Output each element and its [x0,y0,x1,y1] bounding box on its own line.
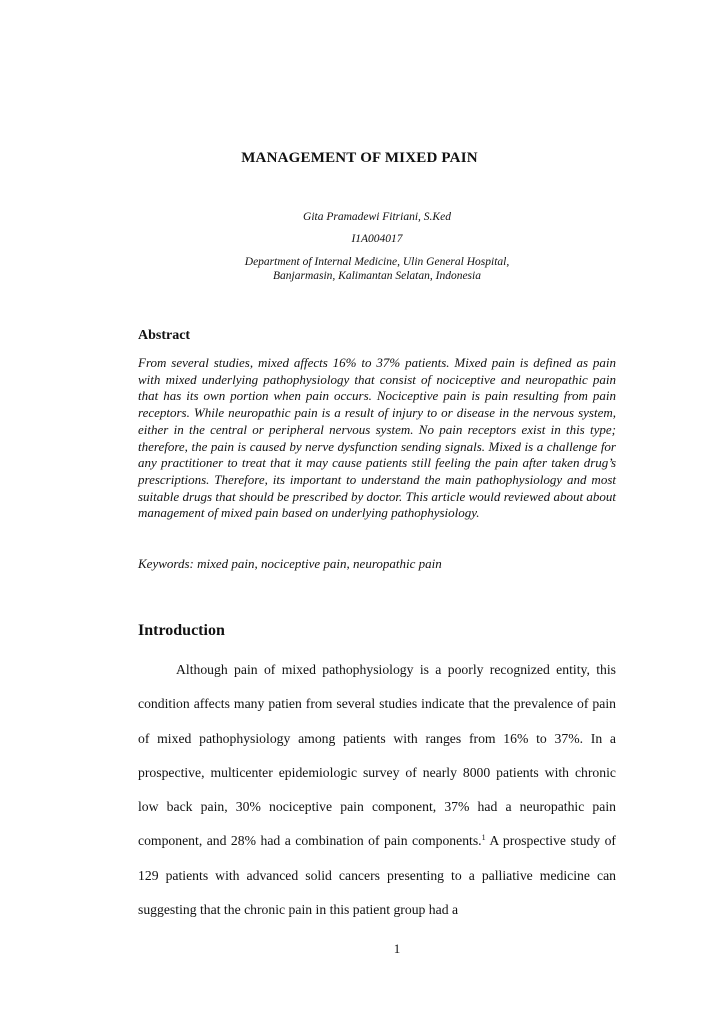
affiliation-line-1: Department of Internal Medicine, Ulin General Hospital, [244,256,510,268]
page-number: 1 [393,941,401,956]
student-id: I1A004017 [351,233,403,245]
introduction-text-part-2: A prospective study of 129 patients with advanced solid cancers presenting to a palliative medicine can suggesting that the chronic pain in this patient group had a [138,833,616,918]
author-name: Gita Pramadewi Fitriani, S.Ked [303,211,451,223]
introduction-paragraph [138,653,616,927]
citation-marker: 1 [481,833,486,843]
paper-title: MANAGEMENT OF MIXED PAIN [241,150,478,166]
introduction-text-part-1: Although pain of mixed pathophysiology is a poorly recognized entity, this condition affects many patien from several studies indicate that the prevalence of pain of mixed pathophysiology among patients with ranges from 16% to 37%. In a prospective, multicenter epidemiologic survey of nearly 8000 patients with chronic low back pain, 30% nociceptive pain component, 37% had a neuropathic pain component, and 28% had a combination of pain components. [138,662,616,849]
keywords: Keywords: mixed pain, nociceptive pain, neuropathic pain [138,556,442,571]
abstract-heading: Abstract [138,328,191,343]
introduction-heading: Introduction [138,622,225,639]
abstract-text: From several studies, mixed affects 16% to 37% patients. Mixed pain is defined as pain with mixed underlying pathophysiology that consist of nociceptive and neuropathic pain that has its own portion when pain occurs. Nociceptive pain is pain resulting from pain receptors. While neuropathic pain is a result of injury to or disease in the nervous system, either in the central or peripheral nervous system. No pain receptors exist in this type; therefore, the pain is caused by nerve dysfunction sending signals. Mixed is a challenge for any practitioner to treat that it may cause patients still feeling the pain after taken drug’s prescriptions. Therefore, its important to understand the main pathophysiology and most suitable drugs that should be prescribed by doctor. This article would reviewed about about management of mixed pain based on underlying pathophysiology. [138,355,616,521]
affiliation-line-2: Banjarmasin, Kalimantan Selatan, Indonesia [273,270,481,282]
